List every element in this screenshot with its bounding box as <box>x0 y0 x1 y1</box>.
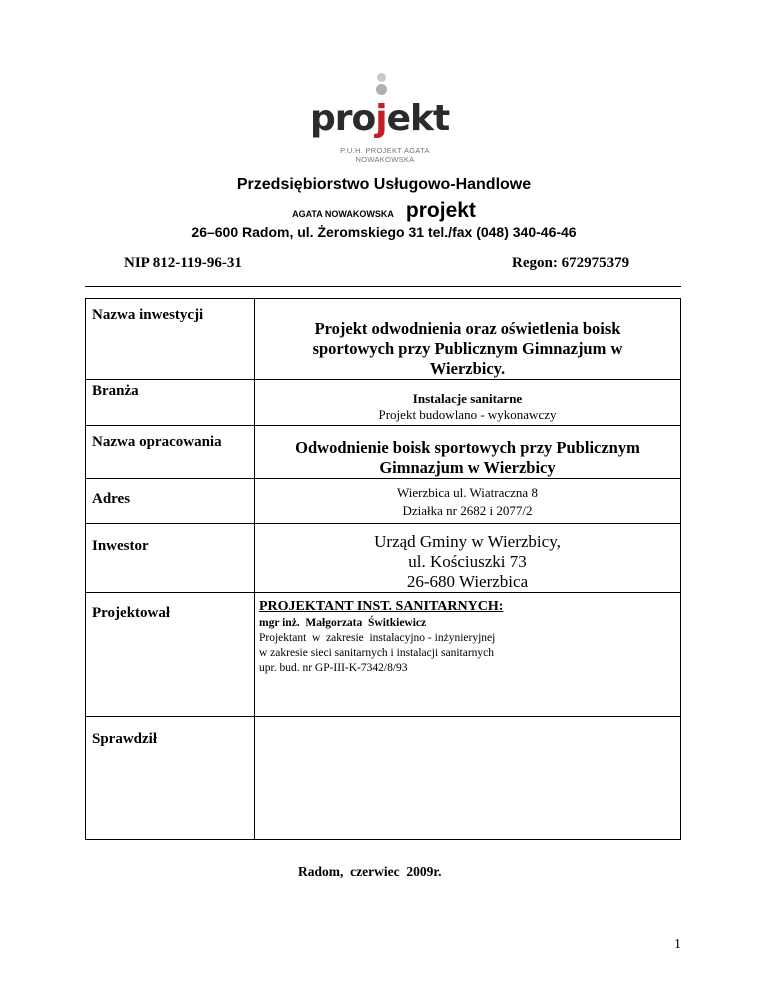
study-value: Odwodnienie boisk sportowych przy Publicznym Gimnazjum w Wierzbicy <box>295 438 640 477</box>
logo-wordmark: projekt <box>310 98 450 139</box>
checker-value-cell <box>255 717 681 840</box>
row-investment <box>86 299 681 380</box>
row-investor <box>86 524 681 593</box>
investor-value-cell <box>255 524 681 593</box>
row-address <box>86 479 681 524</box>
designer-value-cell <box>255 593 681 717</box>
company-name: Przedsiębiorstwo Usługowo-Handlowe <box>236 176 532 193</box>
designer-name: mgr inż. Małgorzata Świtkiewicz <box>259 617 427 629</box>
address-value-2: Działka nr 2682 i 2077/2 <box>402 503 533 518</box>
logo-dot-top <box>377 73 386 82</box>
investment-label-cell: Nazwa inwestycji <box>86 299 255 380</box>
row-study <box>86 426 681 479</box>
address-value-1: Wierzbica ul. Wiatraczna 8 <box>397 485 538 500</box>
designer-label-cell: Projektował <box>86 593 255 717</box>
place-and-date: Radom, czerwiec 2009r. <box>298 864 442 879</box>
owner-name: AGATA NOWAKOWSKA <box>292 209 394 219</box>
designer-title: PROJEKTANT INST. SANITARNYCH: <box>259 599 504 614</box>
investor-value-3: 26-680 Wierzbica <box>406 572 529 591</box>
study-label-cell: Nazwa opracowania <box>86 426 255 479</box>
designer-line-2: w zakresie sieci sanitarnych i instalacji sanitarnych <box>259 647 495 659</box>
nip-number: NIP 812-119-96-31 <box>124 255 242 271</box>
logo-dot-middle <box>376 84 387 95</box>
investor-label-cell: Inwestor <box>86 524 255 593</box>
investment-value-cell <box>255 299 681 380</box>
branch-value-cell <box>255 380 681 426</box>
logo-subtitle: P.U.H. PROJEKT AGATA NOWAKOWSKA <box>340 146 430 164</box>
company-owner-line <box>0 199 768 223</box>
study-value-cell <box>255 426 681 479</box>
checker-label-cell: Sprawdził <box>86 717 255 840</box>
brand-name: projekt <box>405 199 476 222</box>
investment-value: Projekt odwodnienia oraz oświetlenia boisk sportowych przy Publicznym Gimnazjum w Wierzbicy. <box>312 319 623 378</box>
company-address: 26–600 Radom, ul. Żeromskiego 31 tel./fax (048) 340-46-46 <box>191 224 577 240</box>
designer-line-3: upr. bud. nr GP-III-K-7342/8/93 <box>259 662 408 674</box>
branch-label-cell: Branża <box>86 380 255 426</box>
project-info-table <box>85 298 681 840</box>
header-divider <box>85 286 681 287</box>
investor-value-2: ul. Kościuszki 73 <box>408 552 527 571</box>
designer-line-1: Projektant w zakresie instalacyjno - inżynieryjnej <box>259 632 496 644</box>
branch-value-2: Projekt budowlano - wykonawczy <box>378 407 557 422</box>
row-designer <box>86 593 681 717</box>
regon-number: Regon: 672975379 <box>512 255 630 271</box>
row-checker <box>86 717 681 840</box>
page-number: 1 <box>674 937 681 952</box>
row-branch <box>86 380 681 426</box>
address-label-cell: Adres <box>86 479 255 524</box>
address-value-cell <box>255 479 681 524</box>
branch-value-1: Instalacje sanitarne <box>412 391 523 406</box>
investor-value-1: Urząd Gminy w Wierzbicy, <box>374 532 561 551</box>
